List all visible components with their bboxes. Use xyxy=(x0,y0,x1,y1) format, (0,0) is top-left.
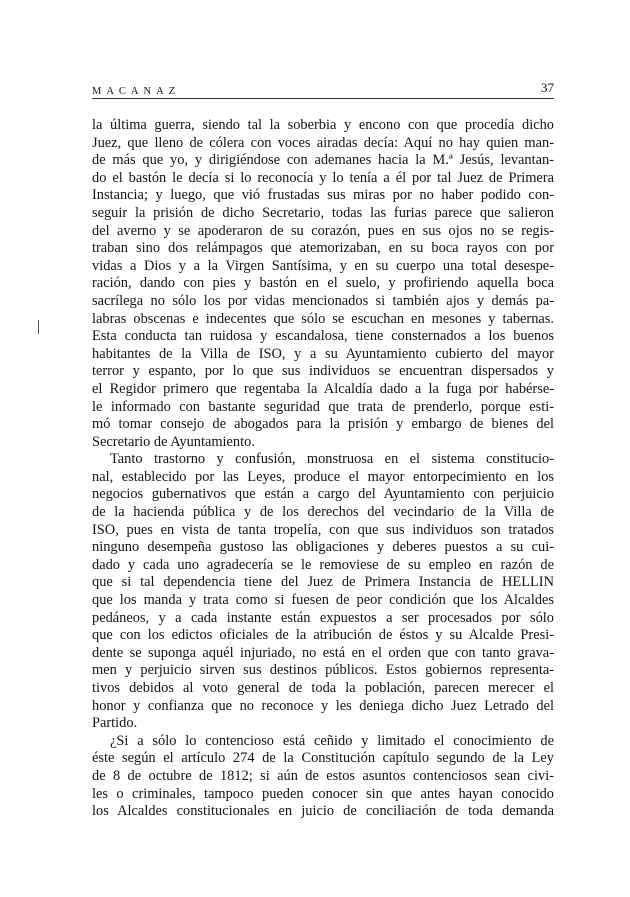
text-line: los Alcaldes constitucionales en juicio de conciliación de toda demanda xyxy=(92,803,554,820)
text-line: ISO, pues en vista de tanta tropelía, con que sus individuos son tratados xyxy=(92,521,554,538)
text-line: les o criminales, tampoco pueden conocer sin que antes hayan conocido xyxy=(92,785,554,802)
text-line: Instancia; y luego, que vió frustadas sus miras por no haber podido con- xyxy=(92,187,554,204)
body-text xyxy=(92,117,554,821)
text-line: do el bastón le decía si lo reconocía y lo tenía a él por tal Juez de Primera xyxy=(92,169,554,186)
paragraph xyxy=(92,117,554,451)
text-line: tivos debidos al voto general de toda la población, parecen merecer el xyxy=(92,680,554,696)
margin-mark xyxy=(38,320,39,334)
text-line: que los manda y trata como si fuesen de peor condición que los Alcaldes xyxy=(92,592,554,609)
page-number: 37 xyxy=(541,80,554,95)
text-line: ninguno desempeña gustoso las obligaciones y deberes puestos a su cui- xyxy=(92,539,554,556)
text-line: traban sino dos relámpagos que atemorizaban, en su boca rayos con por xyxy=(92,240,554,257)
text-line: labras obscenas e indecentes que sólo se escuchan en mesones y tabernas. xyxy=(92,310,554,327)
text-line: dente se suponga aquél injuriado, no está en el orden que con tanto grava- xyxy=(92,644,554,661)
header-rule xyxy=(92,98,554,99)
paragraph xyxy=(92,451,554,733)
text-line: mó tomar consejo de abogados para la prisión y embargo de bienes del xyxy=(92,416,554,433)
text-line: seguir la prisión de dicho Secretario, todas las furias parece que salieron xyxy=(92,204,554,221)
text-line: ¿Si a sólo lo contencioso está ceñido y limitado el conocimiento de xyxy=(110,732,554,749)
text-line: pedáneos, y a cada instante están expuestos a ser procesados por sólo xyxy=(92,609,554,626)
text-line: vidas a Dios y a la Virgen Santísima, y en su cuerpo una total desespe- xyxy=(92,257,554,274)
text-line: sacrílega no sólo los por vidas mencionados si también ajos y demás pa- xyxy=(92,292,554,309)
text-line: de 8 de octubre de 1812; si aún de estos asuntos contenciosos sean civi- xyxy=(92,767,554,784)
text-line: le informado con bastante seguridad que trata de prenderlo, porque esti- xyxy=(92,398,554,415)
text-line: dado y cada uno agradecería se le removiese de su empleo en razón de xyxy=(92,556,554,573)
paragraph xyxy=(92,733,554,821)
text-line: men y perjuicio sirven sus destinos públicos. Estos gobiernos representa- xyxy=(92,662,554,679)
text-line: de la hacienda pública y de los derechos del vecindario de la Villa de xyxy=(92,504,554,521)
running-header xyxy=(92,78,554,96)
text-line: Partido. xyxy=(92,715,138,732)
text-line: Juez, que lleno de cólera con voces airadas decía: Aquí no hay quien man- xyxy=(92,134,554,151)
text-line: del averno y se apoderaron de su corazón, pues en sus ojos no se regis- xyxy=(92,222,554,239)
text-line: habitantes de la Villa de ISO, y a su Ayuntamiento cubierto del mayor xyxy=(92,345,554,362)
running-title: MACANAZ xyxy=(92,86,181,97)
text-line: éste según el artículo 274 de la Constitución capítulo segundo de la Ley xyxy=(92,750,554,767)
text-line: negocios gubernativos que están a cargo del Ayuntamiento con perjuicio xyxy=(92,486,554,503)
text-line: la última guerra, siendo tal la soberbia y encono con que procedía dicho xyxy=(92,117,554,133)
text-line: el Regidor primero que regentaba la Alcaldía dado a la fuga por habérse- xyxy=(92,380,554,397)
text-line: Tanto trastorno y confusión, monstruosa en el sistema constitucio- xyxy=(110,451,554,468)
text-line: que si tal dependencia tiene del Juez de Primera Instancia de HELLIN xyxy=(92,574,554,591)
text-line: de más que yo, y dirigiéndose con ademanes hacia la M.ª Jesús, levantan- xyxy=(92,152,554,169)
text-line: Secretario de Ayuntamiento. xyxy=(92,433,255,450)
text-line: terror y espanto, por lo que sus individuos se encuentran dispersados y xyxy=(92,363,554,380)
text-line: nal, establecido por las Leyes, produce el mayor entorpecimiento en los xyxy=(92,468,554,485)
text-line: honor y confianza que no reconoce y les deniega dicho Juez Letrado del xyxy=(92,697,554,714)
text-line: que con los edictos oficiales de la atribución de éstos y su Alcalde Presi- xyxy=(92,627,554,644)
text-line: ración, dando con pies y bastón en el suelo, y profiriendo aquella boca xyxy=(92,275,554,292)
text-line: Esta conducta tan ruidosa y escandalosa, tiene consternados a los buenos xyxy=(92,328,554,345)
